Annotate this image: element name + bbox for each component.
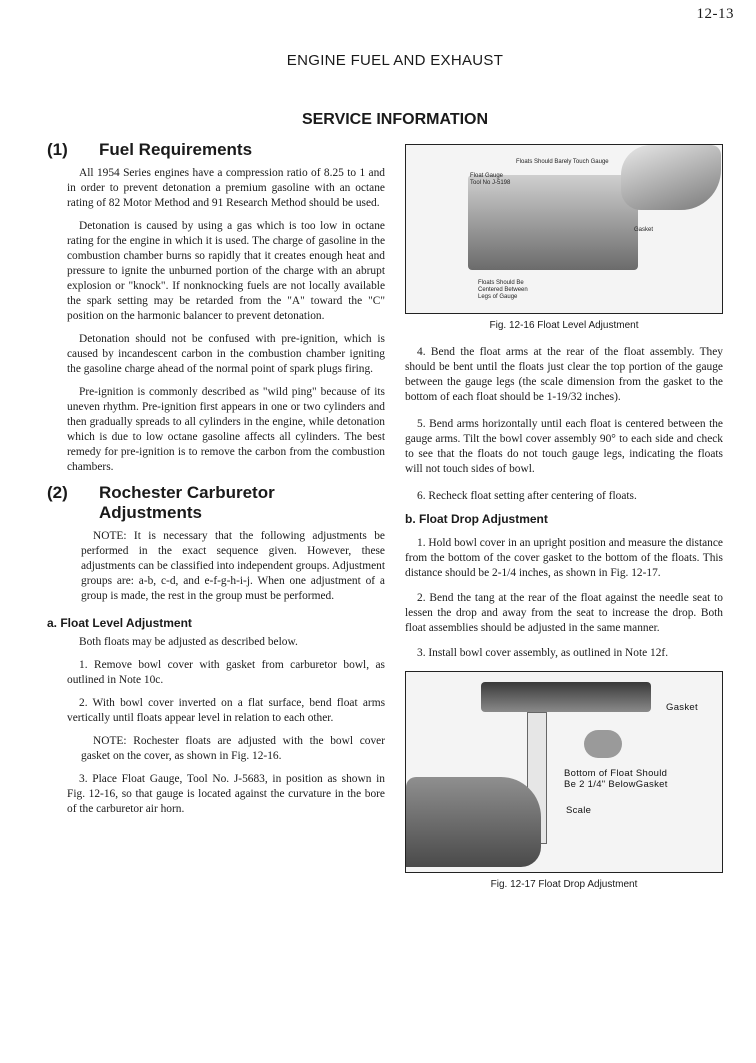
- paragraph: All 1954 Series engines have a compression ratio of 8.25 to 1 and in order to prevent detonation a premium gasoline with an octane rating of 82 Motor Method and 91 Research Method should be used.: [67, 167, 385, 209]
- step: 3. Place Float Gauge, Tool No. J-5683, in position as shown in Fig. 12-16, so that gauge is located against the curvature in the bore of the carburetor air horn.: [67, 773, 385, 815]
- heading-rochester-carburetor: [47, 483, 385, 523]
- heading-fuel-requirements: [47, 140, 385, 160]
- heading-number: (1): [47, 140, 68, 159]
- step: 4. Bend the float arms at the rear of the float assembly. They should be bent until the floats just clear the top portion of the gauge between the gauge legs (the scale dimension from the gasket to the bottom of each float should be 1-19/32 inches).: [405, 346, 723, 403]
- callout-float-gauge: [470, 173, 510, 187]
- float-photo: [584, 730, 622, 758]
- callout-gasket: Gasket: [666, 702, 698, 713]
- figure-caption: Fig. 12-17 Float Drop Adjustment: [490, 879, 638, 890]
- paragraph: Both floats may be adjusted as described below.: [79, 636, 298, 648]
- note-paragraph: NOTE: Rochester floats are adjusted with the bowl cover gasket on the cover, as shown in Fig. 12-16.: [81, 735, 385, 762]
- page-number: 12-13: [696, 6, 734, 22]
- heading-text: Fuel Requirements: [99, 140, 253, 159]
- heading-text: [99, 483, 275, 523]
- section-title: SERVICE INFORMATION: [301, 111, 489, 128]
- figure-12-16: [405, 144, 723, 314]
- hand-photo: [621, 145, 721, 210]
- right-column: [405, 140, 723, 890]
- callout-gasket: Gasket: [634, 227, 654, 233]
- step: 1. Hold bowl cover in an upright position and measure the distance from the bottom of the cover gasket to the bottom of the floats. This distance should be 2-1/4 inches, as shown in Fig. 12-17.: [405, 537, 723, 579]
- callout-line: Bottom of Float Should: [564, 768, 668, 779]
- step: 6. Recheck float setting after centering of floats.: [417, 490, 637, 502]
- callout-floats-touch-gauge: Floats Should Barely Touch Gauge: [516, 159, 609, 165]
- callout-line: Floats Should Be: [478, 280, 524, 286]
- left-column: [47, 140, 385, 825]
- figure-caption: Fig. 12-16 Float Level Adjustment: [489, 320, 639, 331]
- carburetor-photo: [468, 175, 638, 270]
- callout-line: Be 2 1/4" BelowGasket: [564, 779, 668, 790]
- callout-line: Float Gauge: [470, 173, 504, 179]
- paragraph: Detonation is caused by using a gas which is too low in octane rating for the engine in which it is used. The charge of gasoline in the combustion chamber burns so rapidly that it creates enough heat and pressure to ignite the unburned portion of the charge with an abrupt explosion or "knock". If nonknocking fuels are not locally available the spark setting may be retarded from the "A" toward the "C" position on the harmonic balancer to prevent detonation.: [67, 220, 385, 322]
- bowl-cover-photo: [481, 682, 651, 712]
- paragraph: Detonation should not be confused with pre-ignition, which is caused by incandescent carbon in the combustion chamber igniting the gasoline charge ahead of the normal point of spark plugs firing.: [67, 333, 385, 375]
- callout-line: Centered Between: [478, 287, 528, 293]
- callout-line: Legs of Gauge: [478, 294, 518, 300]
- subheading-float-drop: b. Float Drop Adjustment: [405, 512, 548, 526]
- step: 2. With bowl cover inverted on a flat surface, bend float arms vertically until floats appear level in relation to each other.: [67, 697, 385, 724]
- step: 3. Install bowl cover assembly, as outlined in Note 12f.: [417, 647, 669, 659]
- callout-floats-centered: [478, 280, 528, 301]
- step: 1. Remove bowl cover with gasket from carburetor bowl, as outlined in Note 10c.: [67, 659, 385, 686]
- heading-number: (2): [47, 483, 68, 502]
- callout-line: Tool No J-5198: [470, 180, 511, 186]
- step: 5. Bend arms horizontally until each float is centered between the gauge arms. Tilt the bowl cover assembly 90° to each side and check to see that the floats do not touch gauge legs, indicating the floats will not touch sides of bowl.: [405, 418, 723, 475]
- chapter-title: ENGINE FUEL AND EXHAUST: [286, 52, 504, 69]
- callout-scale: Scale: [566, 805, 592, 816]
- figure-12-17: [405, 671, 723, 873]
- heading-line: Rochester Carburetor: [99, 483, 275, 502]
- paragraph: Pre-ignition is commonly described as "wild ping" because of its uneven rhythm. Pre-ignition first appears in one or two cylinders and then gradually spreads to all cylinders in the engine, while detonation which is due to low octane gasoline affects all cylinders. The best remedy for pre-ignition is to remove the carbon from the combustion chambers.: [67, 386, 385, 473]
- heading-line: Adjustments: [99, 503, 202, 522]
- callout-bottom-of-float: [564, 768, 668, 790]
- note-paragraph: NOTE: It is necessary that the following adjustments be performed in the exact sequence given. However, these adjustments can be classified into independent groups. Adjustment groups are: a-b, c-d, and e-f-g-h-i-j. When one adjustment of a group is made, the rest in the group must be performed.: [81, 530, 385, 602]
- hand-photo: [406, 777, 541, 867]
- subheading-float-level: a. Float Level Adjustment: [47, 616, 192, 630]
- step: 2. Bend the tang at the rear of the float against the needle seat to lessen the drop and away from the seat to increase the drop. Both float assemblies should be adjusted in the same manner.: [405, 592, 723, 634]
